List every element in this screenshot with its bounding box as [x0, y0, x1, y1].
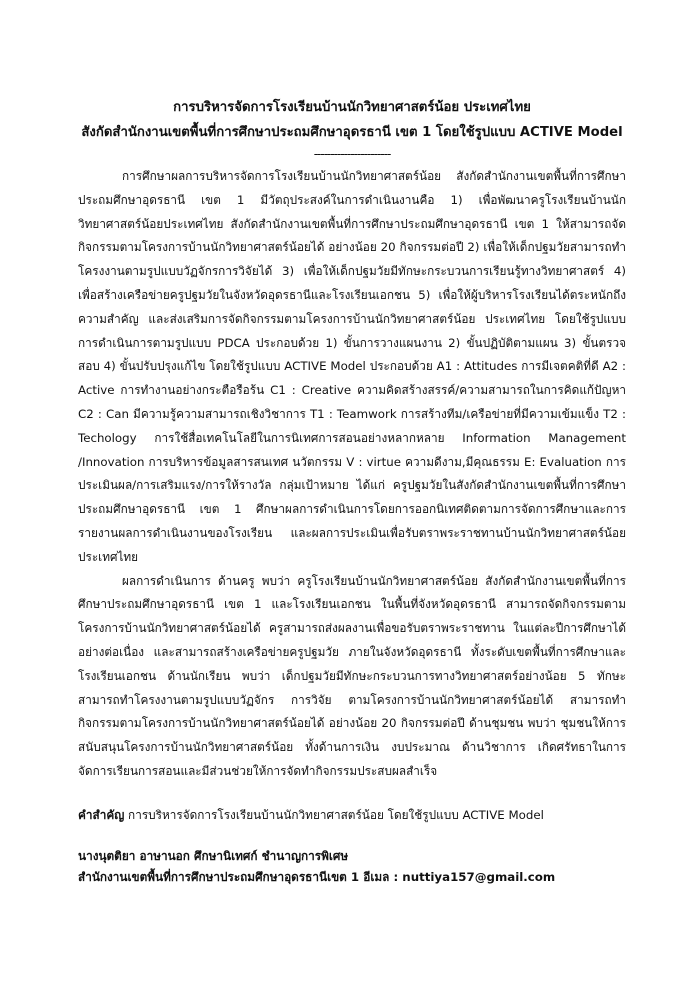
- spacer: [78, 784, 626, 804]
- document-page: [78, 95, 626, 888]
- author-affiliation-email: สำนักงานเขตพื้นที่การศึกษาประถมศึกษาอุดรธานีเขต 1 อีเมล : nuttiya157@gmail.com: [78, 869, 556, 884]
- title-divider: -----------------------: [313, 147, 391, 161]
- abstract-paragraph-1: การศึกษาผลการบริหารจัดการโรงเรียนบ้านนักวิทยาศาสตร์น้อย สังกัดสำนักงานเขตพื้นที่การศึกษาประถมศึกษาอุดรธานี เขต 1 มีวัตถุประสงค์ในการดำเนินงานคือ 1) เพื่อพัฒนาครูโรงเรียนบ้านนักวิทยาศาสตร์น้อยประเทศไทย สังกัดสำนักงานเขตพื้นที่การศึกษาประถมศึกษาอุดรธานี เขต 1 ให้สามารถจัดกิจกรรมตามโครงการบ้านนักวิทยาศาสตร์น้อยได้ อย่างน้อย 20 กิจกรรมต่อปี 2) เพื่อให้เด็กปฐมวัยสามารถทำโครงงานตามรูปแบบวัฏจักรการวิจัยได้ 3) เพื่อให้เด็กปฐมวัยมีทักษะกระบวนการเรียนรู้ทางวิทยาศาสตร์ 4) เพื่อสร้างเครือข่ายครูปฐมวัยในจังหวัดอุดรธานีและโรงเรียนเอกชน 5) เพื่อให้ผู้บริหารโรงเรียนได้ตระหนักถึงความสำคัญ และส่งเสริมการจัดกิจกรรมตามโครงการบ้านนักวิทยาศาสตร์น้อย ประเทศไทย โดยใช้รูปแบบการดำเนินการตามรูปแบบ PDCA ประกอบด้วย 1) ขั้นการวางแผนงาน 2) ขั้นปฏิบัติตามแผน 3) ขั้นตรวจสอบ 4) ขั้นปรับปรุงแก้ไข โดยใช้รูปแบบ ACTIVE Model ประกอบด้วย A1 : Attitudes การมีเจตคติที่ดี A2 : Active การทำงานอย่างกระตือรือร้น C1 : Creative ความคิดสร้างสรรค์/ความสามารถในการคิดแก้ปัญหา C2 : Can มีความรู้ความสามารถเชิงวิชาการ T1 : Teamwork การสร้างทีม/เครือข่ายที่มีความเข้มแข็ง T2 : Techology การใช้สื่อเทคโนโลยีในการนิเทศการสอนอย่างหลากหลาย Information Management /Innovation การบริหารข้อมูลสารสนเทศ นวัตกรรม V : virtue ความดีงาม,มีคุณธรรม E: Evaluation การประเมินผล/การเสริมแรง/การให้รางวัล กลุ่มเป้าหมาย ได้แก่ ครูปฐมวัยในสังกัดสำนักงานเขตพื้นที่การศึกษาประถมศึกษาอุดรธานี เขต 1 ศึกษาผลการดำเนินการโดยการออกนิเทศติดตามการจัดการศึกษาและการรายงานผลการดำเนินงานของโรงเรียน และผลการประเมินเพื่อรับตราพระราชทานบ้านนักวิทยาศาสตร์น้อยประเทศไทย: [78, 169, 626, 564]
- title-line-1: การบริหารจัดการโรงเรียนบ้านนักวิทยาศาสตร์น้อย ประเทศไทย: [173, 100, 531, 115]
- keywords-line: [78, 804, 626, 826]
- author-name: นางนุตติยา อาษานอก ศึกษานิเทศก์ ชำนาญการพิเศษ: [78, 848, 349, 863]
- abstract-paragraph-2: ผลการดำเนินการ ด้านครู พบว่า ครูโรงเรียนบ้านนักวิทยาศาสตร์น้อย สังกัดสำนักงานเขตพื้นที่การศึกษาประถมศึกษาอุดรธานี เขต 1 และโรงเรียนเอกชน ในพื้นที่จังหวัดอุดรธานี สามารถจัดกิจกรรมตามโครงการบ้านนักวิทยาศาสตร์น้อยได้ ครูสามารถส่งผลงานเพื่อขอรับตราพระราชทาน ในแต่ละปีการศึกษาได้อย่างต่อเนื่อง และสามารถสร้างเครือข่ายครูปฐมวัย ภายในจังหวัดอุดรธานี ทั้งระดับเขตพื้นที่การศึกษาและโรงเรียนเอกชน ด้านนักเรียน พบว่า เด็กปฐมวัยมีทักษะกระบวนการทางวิทยาศาสตร์อย่างน้อย 5 ทักษะ สามารถทำโครงงานตามรูปแบบวัฏจักร การวิจัย ตามโครงการบ้านนักวิทยาศาสตร์น้อยได้ สามารถทำกิจกรรมตามโครงการบ้านนักวิทยาศาสตร์น้อยได้ อย่างน้อย 20 กิจกรรมต่อปี ด้านชุมชน พบว่า ชุมชนให้การสนับสนุนโครงการบ้านนักวิทยาศาสตร์น้อย ทั้งด้านการเงิน งบประมาณ ด้านวิชาการ เกิดศรัทธาในการจัดการเรียนการสอนและมีส่วนช่วยให้การจัดทำกิจกรรมประสบผลสำเร็จ: [78, 573, 626, 778]
- spacer: [78, 826, 626, 846]
- keywords-text: การบริหารจัดการโรงเรียนบ้านนักวิทยาศาสตร์น้อย โดยใช้รูปแบบ ACTIVE Model: [124, 807, 544, 822]
- title-line-2: สังกัดสำนักงานเขตพื้นที่การศึกษาประถมศึกษาอุดรธานี เขต 1 โดยใช้รูปแบบ ACTIVE Model: [81, 125, 623, 140]
- keywords-label: คำสำคัญ: [78, 807, 125, 822]
